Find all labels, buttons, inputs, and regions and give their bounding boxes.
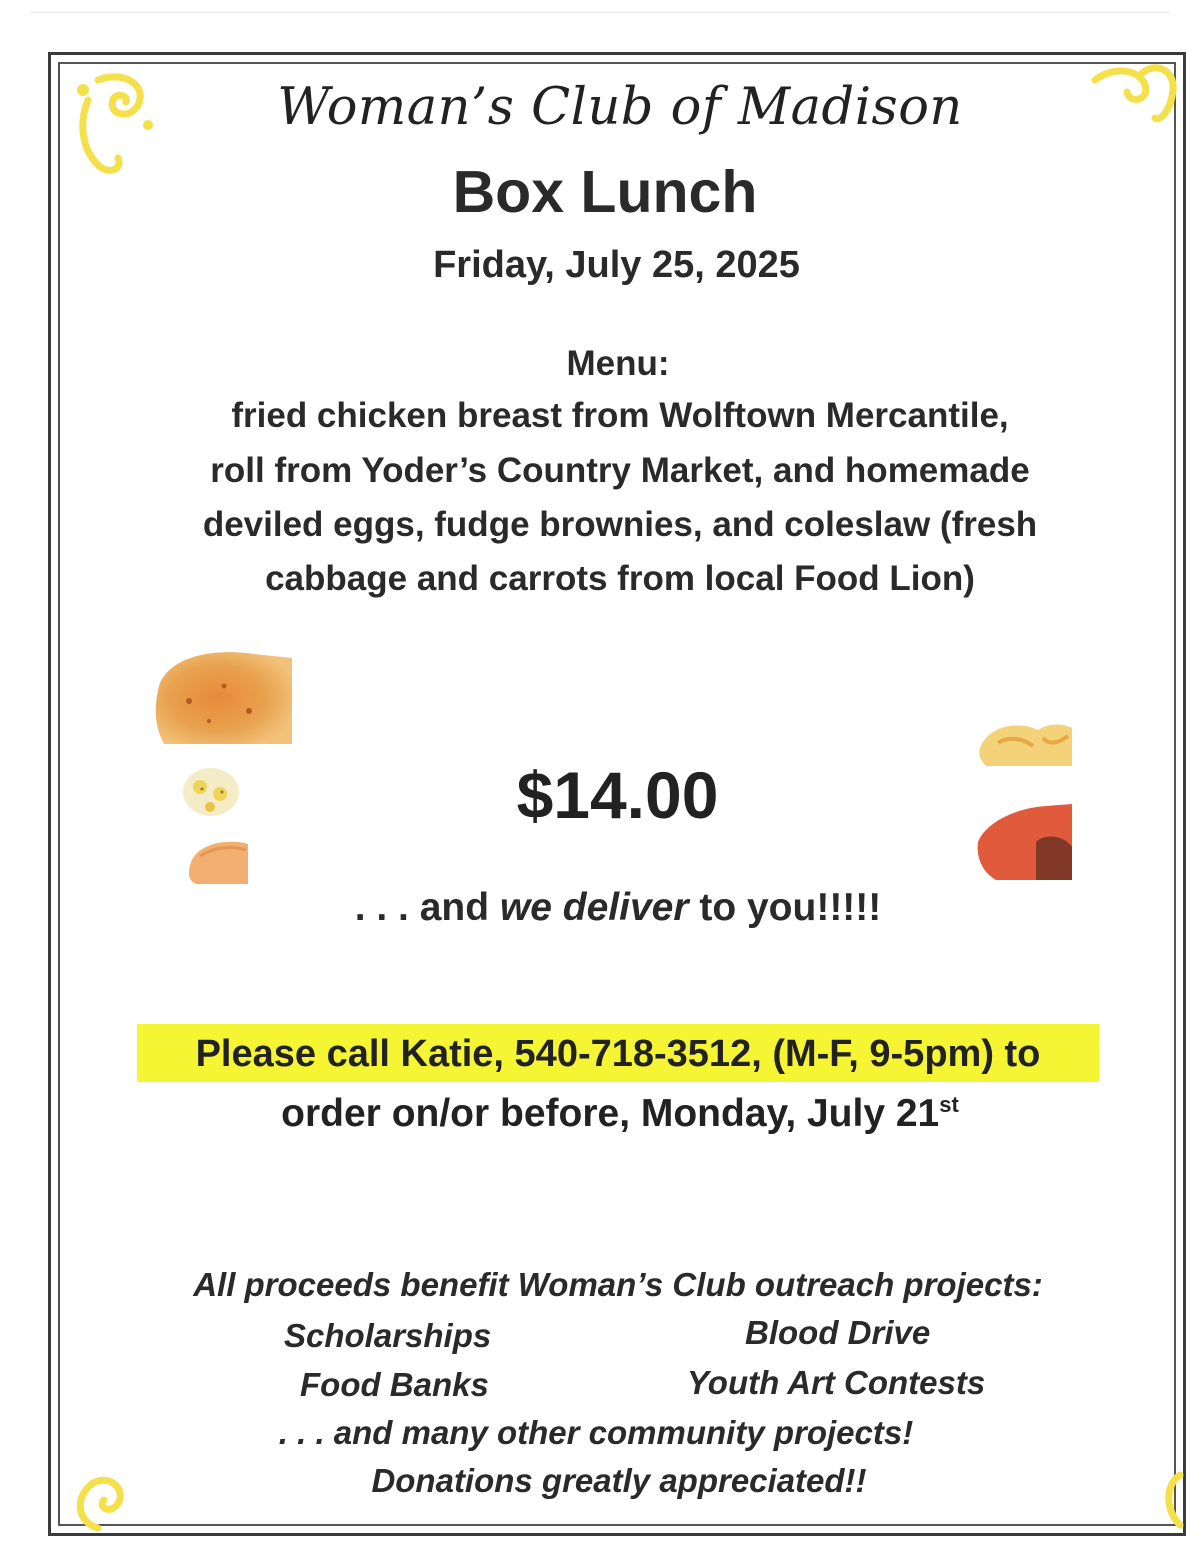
club-name: Woman’s Club of Madison [277,78,963,137]
price: $14.00 [516,758,719,832]
menu-line: roll from Yoder’s Country Market, and homemade [210,451,1030,490]
project-item: Youth Art Contests [687,1364,986,1401]
call-instructions: Please call Katie, 540-718-3512, (M-F, 9-5pm) to [195,1033,1041,1075]
delivery-emphasis: we deliver [499,886,689,929]
delivery-note [0,886,1200,930]
menu-line: cabbage and carrots from local Food Lion) [265,559,975,598]
roll-photo [186,836,250,886]
proceeds-heading: All proceeds benefit Woman’s Club outreach projects: [193,1266,1043,1303]
menu-line: deviled eggs, fudge brownies, and coleslaw (fresh [202,505,1038,544]
delivery-suffix: to you!!!!! [688,886,882,929]
order-deadline [0,1092,1200,1136]
fried-chicken-photo [154,646,294,746]
menu-line: fried chicken breast from Wolftown Mercantile, [231,396,1009,435]
scan-edge-line [30,12,1170,13]
delivery-prefix: . . . and [354,886,500,929]
donations-note: Donations greatly appreciated!! [371,1462,867,1499]
menu-label: Menu: [566,344,670,383]
event-title: Box Lunch [452,159,758,225]
order-deadline-suffix: st [939,1092,959,1117]
other-projects: . . . and many other community projects! [278,1414,914,1451]
order-deadline-text: order on/or before, Monday, July 21 [281,1092,940,1135]
project-item: Food Banks [300,1366,489,1403]
event-date: Friday, July 25, 2025 [433,244,800,286]
project-item: Scholarships [284,1317,492,1354]
project-item: Blood Drive [745,1314,931,1351]
